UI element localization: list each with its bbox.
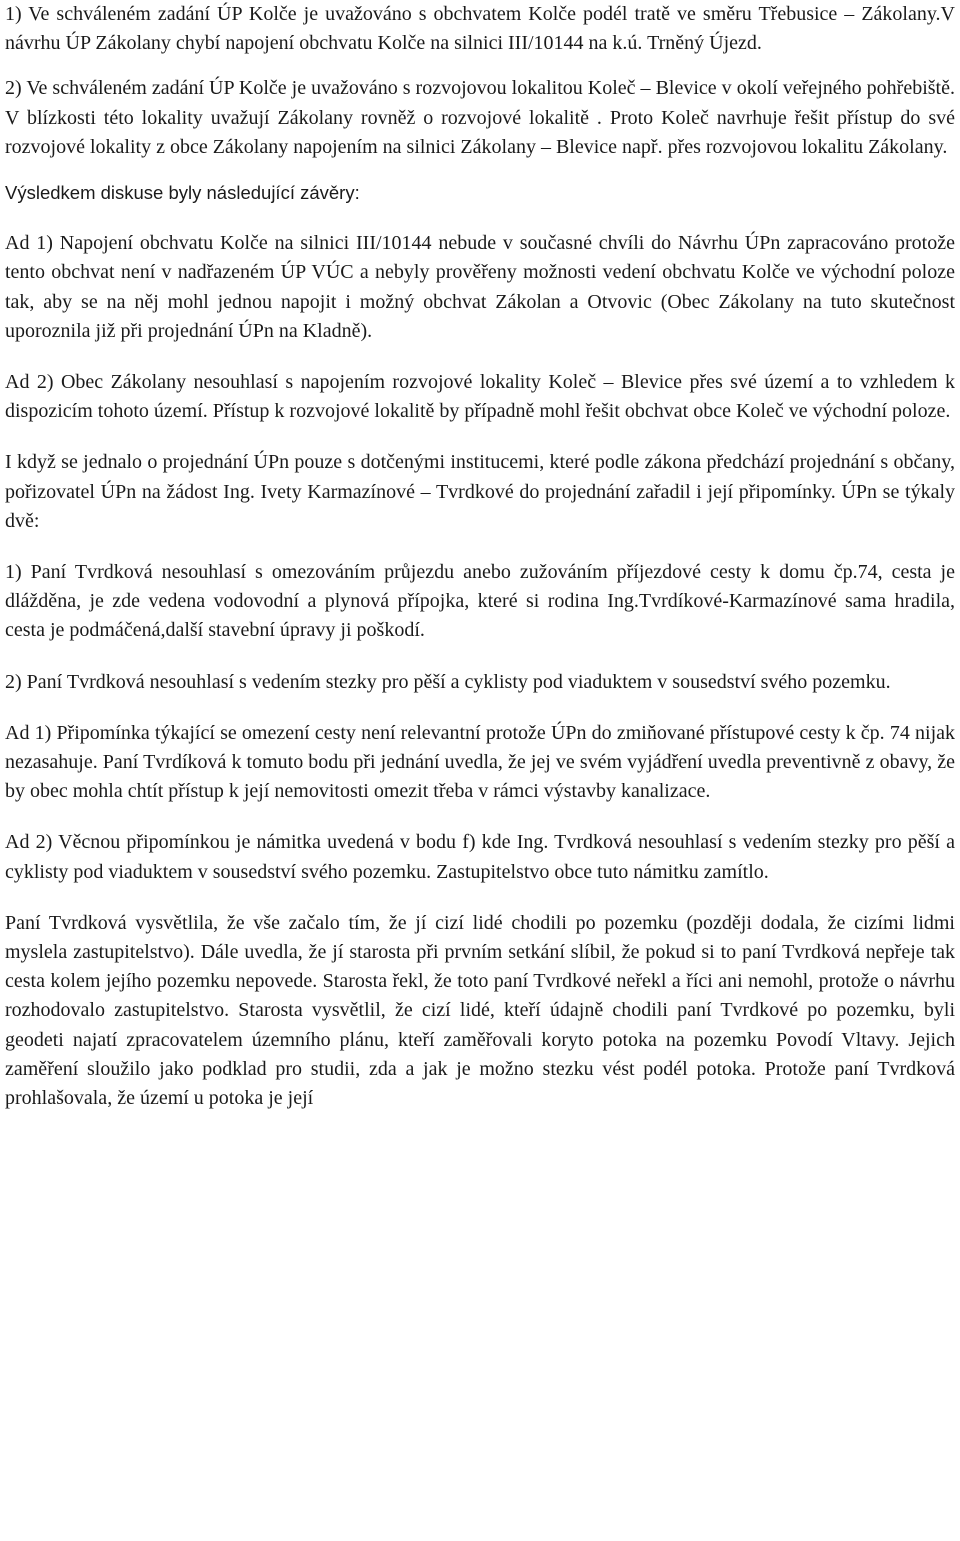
document-page xyxy=(5,0,955,1113)
paragraph-3: Výsledkem diskuse byly následující závěry: xyxy=(5,182,360,204)
paragraph-2: 2) Ve schváleném zadání ÚP Kolče je uvažováno s rozvojovou lokalitou Koleč – Blevice v okolí veřejného pohřebiště. V blízkosti této lokality uvažují Zákolany rovněž o rozvojové lokalitě . Proto Koleč navrhuje řešit přístup do své rozvojové lokality z obce Zákolany napojením na silnici Zákolany – Blevice např. přes rozvojovou lokalitu Zákolany. xyxy=(5,77,955,158)
paragraph-11: Paní Tvrdková vysvětlila, že vše začalo tím, že jí cizí lidé chodili po pozemku (později dodala, že cizími lidmi myslela zastupitelstvo). Dále uvedla, že jí starosta při prvním setkání slíbil, že pokud si to paní Tvrdková nepřeje tak cesta kolem jejího pozemku nepovede. Starosta řekl, že toto paní Tvrdkové neřekl a říci ani nemohl, protože o návrhu rozhodovalo zastupitelstvo. Starosta vysvětlil, že cizí lidé, kteří údajně chodili paní Tvrdkové po pozemku, byli geodeti najatí zpracovatelem územního plánu, kteří zaměřovali koryto potoka na pozemku Povodí Vltavy. Jejich zaměření sloužilo jako podklad pro studii, zda a jak je možno stezku vést podél potoka. Protože paní Tvrdková prohlašovala, že území u potoka je její xyxy=(5,911,955,1110)
paragraph-4: Ad 1) Napojení obchvatu Kolče na silnici III/10144 nebude v současné chvíli do Návrhu ÚPn zapracováno protože tento obchvat není v nadřazeném ÚP VÚC a nebyly prověřeny možnosti vedení obchvatu Kolče ve východní poloze tak, aby se na něj mohl jednou napojit i možný obchvat Zákolan a Otvovic (Obec Zákolany na tuto skutečnost uporoznila již při projednání ÚPn na Kladně). xyxy=(5,232,955,342)
paragraph-9: Ad 1) Připomínka týkající se omezení cesty není relevantní protože ÚPn do zmiňované přístupové cesty k čp. 74 nijak nezasahuje. Paní Tvrdíková k tomuto bodu při jednání uvedla, že jej ve svém vyjádření uvedla preventivně z obavy, že by obec mohla chtít přístup k její nemovitosti omezit třeba v rámci výstavby kanalizace. xyxy=(5,721,955,803)
paragraph-8: 2) Paní Tvrdková nesouhlasí s vedením stezky pro pěší a cyklisty pod viaduktem v sousedství svého pozemku. xyxy=(5,670,891,693)
paragraph-7: 1) Paní Tvrdková nesouhlasí s omezováním průjezdu anebo zužováním příjezdové cesty k domu čp.74, cesta je dlážděna, je zde vedena vodovodní a plynová přípojka, které si rodina Ing.Tvrdíkové-Karmazínové sama hradila, cesta je podmáčená,další stavební úpravy ji poškodí. xyxy=(5,561,955,642)
paragraph-10: Ad 2) Věcnou připomínkou je námitka uvedená v bodu f) kde Ing. Tvrdková nesouhlasí s vedením stezky pro pěší a cyklisty pod viaduktem v sousedství svého pozemku. Zastupitelstvo obce tuto námitku zamítlo. xyxy=(5,831,955,883)
paragraph-1: 1) Ve schváleném zadání ÚP Kolče je uvažováno s obchvatem Kolče podél tratě ve směru Třebusice – Zákolany.V návrhu ÚP Zákolany chybí napojení obchvatu Kolče na silnici III/10144 na k.ú. Trněný Újezd. xyxy=(5,3,955,55)
paragraph-6: I když se jednalo o projednání ÚPn pouze s dotčenými institucemi, které podle zákona předchází projednání s občany, pořizovatel ÚPn na žádost Ing. Ivety Karmazínové – Tvrdkové do projednání zařadil i její připomínky. ÚPn se týkaly dvě: xyxy=(5,451,955,532)
paragraph-5: Ad 2) Obec Zákolany nesouhlasí s napojením rozvojové lokality Koleč – Blevice přes své území a to vzhledem k dispozicím tohoto území. Přístup k rozvojové lokalitě by případně mohl řešit obchvat obce Koleč ve východní poloze. xyxy=(5,371,955,423)
